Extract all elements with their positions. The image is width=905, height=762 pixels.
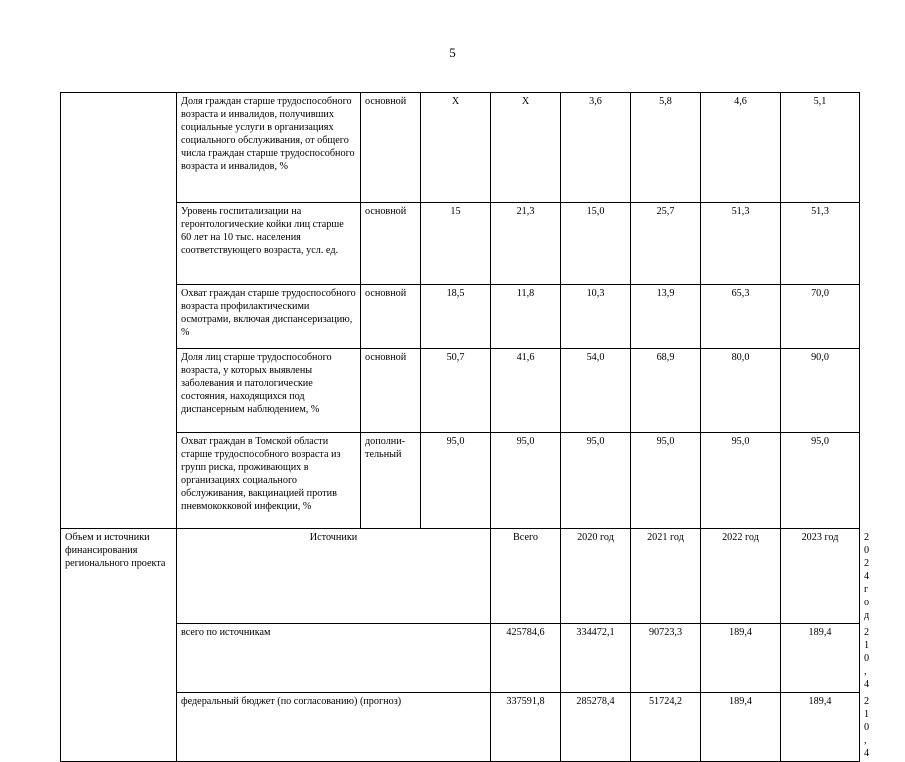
- indicator-type: основной: [361, 349, 421, 433]
- table-row: [61, 285, 860, 349]
- indicator-value: 95,0: [491, 433, 561, 529]
- indicator-value: 95,0: [561, 433, 631, 529]
- page-number: 5: [449, 45, 456, 60]
- indicator-value: 80,0: [701, 349, 781, 433]
- indicator-name: Уровень госпитализации на геронтологические койки лиц старше 60 лет на 10 тыс. населения соответствующего возраста, усл. ед.: [177, 203, 361, 285]
- indicator-value: 95,0: [701, 433, 781, 529]
- funding-source: федеральный бюджет (по согласованию) (прогноз): [177, 693, 491, 762]
- section-label-cell-empty: [61, 93, 177, 529]
- funding-source: всего по источникам: [177, 624, 491, 693]
- funding-value: 425784,6: [491, 624, 561, 693]
- indicator-value: 51,3: [701, 203, 781, 285]
- indicator-name: Охват граждан старше трудоспособного возраста профилактическими осмотрами, включая диспансеризацию, %: [177, 285, 361, 349]
- funding-value: 189,4: [781, 624, 860, 693]
- funding-value: 189,4: [701, 693, 781, 762]
- indicator-value: 65,3: [701, 285, 781, 349]
- indicator-value: 54,0: [561, 349, 631, 433]
- funding-sources-header: Источники: [177, 529, 491, 624]
- indicator-value: 13,9: [631, 285, 701, 349]
- indicator-value: 68,9: [631, 349, 701, 433]
- indicator-value: 70,0: [781, 285, 860, 349]
- indicator-value: 5,1: [781, 93, 860, 203]
- indicator-value: 10,3: [561, 285, 631, 349]
- funding-value: 189,4: [701, 624, 781, 693]
- indicator-value: 4,6: [701, 93, 781, 203]
- funding-value: 51724,2: [631, 693, 701, 762]
- table-row: [61, 203, 860, 285]
- table-row: [61, 93, 860, 203]
- funding-value: 334472,1: [561, 624, 631, 693]
- indicator-type: основной: [361, 285, 421, 349]
- indicator-value: 3,6: [561, 93, 631, 203]
- funding-column-header: Всего: [491, 529, 561, 624]
- project-indicators-table: [60, 92, 870, 762]
- funding-row: федеральный бюджет (по согласованию) (прогноз) 337591,8 285278,4 51724,2 189,4 189,4 210,4: [61, 693, 860, 762]
- indicator-value: 18,5: [421, 285, 491, 349]
- indicator-type: дополни-тельный: [361, 433, 421, 529]
- indicator-value: 51,3: [781, 203, 860, 285]
- indicator-value: 95,0: [631, 433, 701, 529]
- indicator-type: основной: [361, 93, 421, 203]
- funding-value: 189,4: [781, 693, 860, 762]
- funding-value: 337591,8: [491, 693, 561, 762]
- funding-column-header: 2022 год: [701, 529, 781, 624]
- funding-column-header: 2023 год: [781, 529, 860, 624]
- funding-column-header: 2021 год: [631, 529, 701, 624]
- indicator-name: Охват граждан в Томской области старше трудоспособного возраста из групп риска, проживающих в организациях социального обслуживания, вакцинацией против пневмококковой инфекции, %: [177, 433, 361, 529]
- indicator-value: 95,0: [421, 433, 491, 529]
- indicator-type: основной: [361, 203, 421, 285]
- funding-value: 285278,4: [561, 693, 631, 762]
- indicator-value: 25,7: [631, 203, 701, 285]
- indicator-value: 15: [421, 203, 491, 285]
- indicator-value: 5,8: [631, 93, 701, 203]
- table-row: [61, 433, 860, 529]
- funding-column-header: 2020 год: [561, 529, 631, 624]
- indicator-name: Доля лиц старше трудоспособного возраста, у которых выявлены заболевания и патологические состояния, находящихся под диспансерным наблюдением, %: [177, 349, 361, 433]
- indicator-name: Доля граждан старше трудоспособного возраста и инвалидов, получивших социальные услуги в организациях социального обслуживания, от общего числа граждан старше трудоспособного возраста и инвалидов, %: [177, 93, 361, 203]
- indicator-value: 41,6: [491, 349, 561, 433]
- indicator-value: X: [491, 93, 561, 203]
- indicator-value: 50,7: [421, 349, 491, 433]
- indicator-value: 95,0: [781, 433, 860, 529]
- table-row: [61, 349, 860, 433]
- indicator-value: 15,0: [561, 203, 631, 285]
- indicator-value: 90,0: [781, 349, 860, 433]
- indicator-value: 21,3: [491, 203, 561, 285]
- funding-header-row: Объем и источники финансирования регионального проекта Источники Всего 2020 год 2021 год 2022 год 2023 год 2024 год: [61, 529, 860, 624]
- funding-value: 90723,3: [631, 624, 701, 693]
- funding-section-label: Объем и источники финансирования регионального проекта: [61, 529, 177, 762]
- indicator-value: X: [421, 93, 491, 203]
- funding-row: всего по источникам 425784,6 334472,1 90723,3 189,4 189,4 210,4: [61, 624, 860, 693]
- indicator-value: 11,8: [491, 285, 561, 349]
